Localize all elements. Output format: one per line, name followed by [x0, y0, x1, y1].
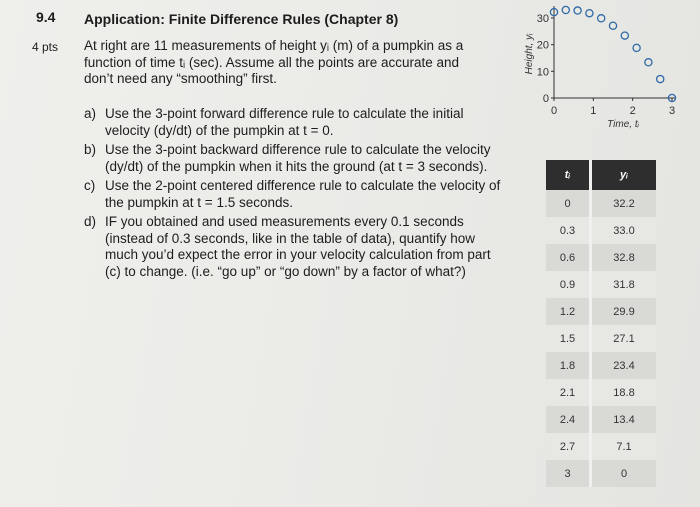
cell-time: 1.8 [546, 352, 592, 379]
data-point [633, 44, 640, 51]
table-row [546, 352, 656, 379]
cell-time: 1.5 [546, 325, 592, 352]
problem-title: Application: Finite Difference Rules (Chapter 8) [84, 11, 399, 27]
cell-time: 2.7 [546, 433, 592, 460]
x-tick-label: 3 [668, 105, 676, 117]
y-tick-label: 30 [536, 13, 549, 25]
table-row [546, 325, 656, 352]
cell-height: 0 [592, 460, 656, 487]
height-time-chart [518, 0, 688, 150]
table-row [546, 217, 656, 244]
part-text: Use the 2-point centered difference rule to calculate the velocity of the pumpkin at t = 1.5 seconds. [105, 178, 501, 210]
part-c [84, 178, 504, 211]
data-point [645, 59, 652, 66]
table-row [546, 460, 656, 487]
cell-height: 32.8 [592, 244, 656, 271]
cell-height: 32.2 [592, 190, 656, 217]
cell-height: 33.0 [592, 217, 656, 244]
part-d [84, 214, 504, 280]
problem-points: 4 pts [32, 40, 59, 54]
cell-time: 2.4 [546, 406, 592, 433]
table-row [546, 190, 656, 217]
part-a [84, 106, 504, 139]
cell-time: 3 [546, 460, 592, 487]
cell-height: 18.8 [592, 379, 656, 406]
problem-number: 9.4 [36, 9, 56, 25]
y-axis-label: Height, yᵢ [524, 33, 535, 75]
y-tick-label: 0 [542, 93, 549, 105]
table-row [546, 244, 656, 271]
y-tick-label: 20 [536, 39, 549, 52]
data-point [562, 6, 569, 13]
y-tick-label: 10 [536, 66, 549, 79]
cell-height: 7.1 [592, 433, 656, 460]
part-label: b) [84, 142, 97, 157]
cell-time: 0.3 [546, 217, 592, 244]
cell-height: 31.8 [592, 271, 656, 298]
data-point [609, 22, 616, 29]
header-time: tᵢ [546, 160, 592, 190]
problem-intro: At right are 11 measurements of height yᵢ (m) of a pumpkin as a function of time tᵢ (sec). Assume all the points are accurate and don’t need any “smoothing” first. [84, 38, 464, 86]
table-row [546, 379, 656, 406]
table-row [546, 298, 656, 325]
data-point [657, 75, 664, 82]
data-point [598, 15, 605, 22]
part-label: a) [84, 106, 97, 121]
cell-time: 2.1 [546, 379, 592, 406]
data-point [586, 10, 593, 17]
part-text: Use the 3-point forward difference rule to calculate the initial velocity (dy/dt) of the pumpkin at t = 0. [105, 106, 464, 138]
cell-time: 0.9 [546, 271, 592, 298]
data-point [621, 32, 628, 39]
table-row [546, 433, 656, 460]
part-text: Use the 3-point backward difference rule to calculate the velocity (dy/dt) of the pumpkin when it hits the ground (at t = 3 seconds). [105, 142, 491, 174]
cell-height: 23.4 [592, 352, 656, 379]
x-tick-label: 2 [629, 105, 636, 117]
cell-height: 27.1 [592, 325, 656, 352]
cell-height: 13.4 [592, 406, 656, 433]
cell-time: 1.2 [546, 298, 592, 325]
cell-time: 0.6 [546, 244, 592, 271]
part-b [84, 142, 504, 175]
data-point [574, 7, 581, 14]
part-text: IF you obtained and used measurements every 0.1 seconds (instead of 0.3 seconds, like in the table of data), quantify how much you’d expect the error in your velocity calculation from part (c) to change. (i.e. “go up” or “go down” by a factor of what?) [105, 214, 491, 279]
cell-time: 0 [546, 190, 592, 217]
table-row [546, 406, 656, 433]
data-table [546, 160, 656, 487]
problem-parts [84, 106, 504, 283]
cell-height: 29.9 [592, 298, 656, 325]
x-tick-label: 1 [590, 105, 597, 117]
x-axis-label: Time, tᵢ [607, 119, 639, 130]
part-label: d) [84, 214, 97, 229]
part-label: c) [84, 178, 96, 193]
header-height: yᵢ [592, 160, 656, 190]
x-tick-label: 0 [550, 105, 558, 117]
table-header-row [546, 160, 656, 190]
table-row [546, 271, 656, 298]
